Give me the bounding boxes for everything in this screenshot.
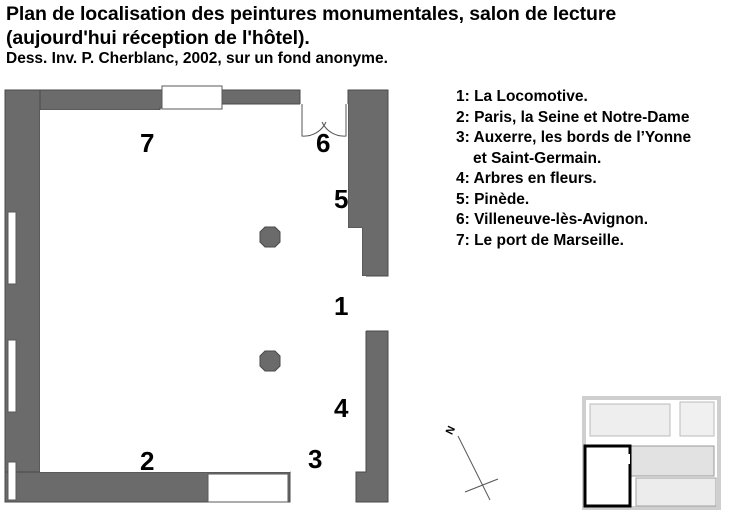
plan-number-7: 7 [140, 128, 155, 158]
plan-number-1: 1 [334, 291, 349, 321]
legend-item-3-continuation: et Saint-Germain. [473, 149, 602, 167]
inset-lower-block [636, 478, 716, 506]
plan-number-6: 6 [316, 128, 331, 158]
legend-item-6: 6: Villeneuve-lès-Avignon. [456, 211, 649, 228]
legend-item-7: 7: Le port de Marseille. [456, 231, 624, 249]
plan-number-5: 5 [334, 184, 349, 214]
credit-line: Dess. Inv. P. Cherblanc, 2002, sur un fond anonyme. [6, 50, 388, 67]
column-1 [260, 227, 280, 247]
locator-inset [584, 398, 719, 508]
title-line-2: (aujourd'hui réception de l'hôtel). [6, 27, 310, 49]
north-arrow-crossbar [465, 479, 498, 492]
wall-right-lower [356, 331, 388, 502]
window-3 [8, 462, 16, 500]
legend-item-5: 5: Pinède. [456, 190, 530, 208]
title-line-1: Plan de localisation des peintures monumentales, salon de lecture [6, 3, 617, 25]
window-1 [8, 212, 16, 284]
legend-item-1: 1: La Locomotive. [456, 88, 588, 105]
plan-number-2: 2 [140, 446, 155, 476]
column-2 [260, 351, 280, 371]
legend-item-2: 2: Paris, la Seine et Notre-Dame [456, 108, 690, 126]
wall-left [5, 90, 40, 502]
bottom-opening [208, 474, 288, 502]
window-2 [8, 340, 16, 412]
legend [456, 87, 691, 251]
top-opening [162, 86, 222, 109]
inset-highlighted-room [585, 446, 630, 506]
inset-right-block [680, 402, 714, 436]
plan-number-3: 3 [308, 444, 323, 474]
legend-item-3: 3: Auxerre, les bords de l’Yonne [456, 129, 692, 146]
north-label: N [443, 424, 459, 437]
plan-number-4: 4 [334, 393, 349, 423]
inset-top-block [590, 404, 670, 436]
legend-item-4: 4: Arbres en fleurs. [456, 170, 597, 187]
room-floor [40, 104, 366, 472]
inset-room-opening [626, 454, 630, 464]
north-arrow [458, 436, 498, 500]
north-arrow-axis [458, 436, 490, 500]
inset-mid-block [630, 446, 714, 476]
